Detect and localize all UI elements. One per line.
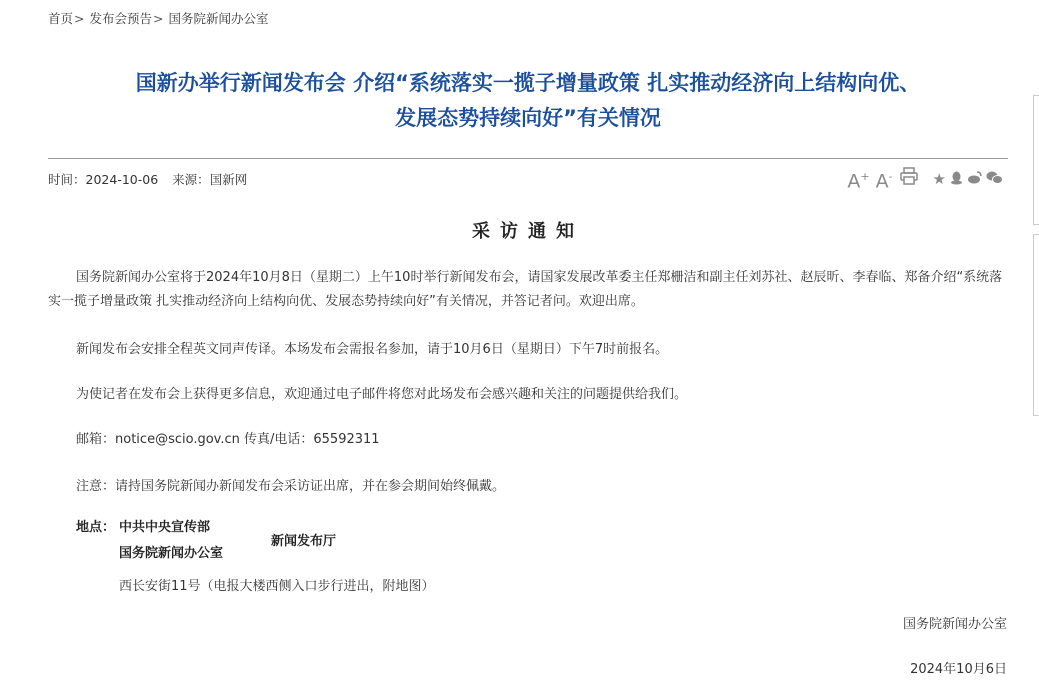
breadcrumb-section-link[interactable]: 发布会预告 [89, 11, 152, 26]
signature-org: 国务院新闻办公室 [902, 617, 1007, 632]
side-float-box-top[interactable] [1033, 95, 1039, 225]
notice-paragraph-3: 为使记者在发布会上获得更多信息，欢迎通过电子邮件将您对此场发布会感兴趣和关注的问题提供给我们。 [76, 387, 688, 402]
source-label: 来源： [172, 172, 210, 187]
article-title [48, 66, 1008, 136]
email-link[interactable]: notice@scio.gov.cn [115, 432, 240, 447]
article-tools [847, 165, 1003, 193]
fax-label: 传真/电话： [239, 432, 314, 447]
location-org-1: 中共中央宣传部 [119, 520, 211, 535]
contact-line [48, 428, 1008, 452]
email-label: 邮箱： [76, 432, 116, 447]
article-title-line1: 国新办举行新闻发布会 介绍“系统落实一揽子增量政策 扎实推动经济向上结构向优、 [135, 71, 921, 95]
phone-value: 65592311 [313, 432, 380, 447]
wechat-icon[interactable] [986, 170, 1003, 189]
share-icons [933, 170, 1003, 189]
notice-paragraph-5: 注意：请持国务院新闻办新闻发布会采访证出席，并在参会期间始终佩戴。 [76, 479, 506, 494]
time-label: 时间： [48, 172, 86, 187]
print-icon-svg [899, 166, 919, 186]
article-meta [48, 170, 247, 188]
font-increase-icon[interactable]: A+ [847, 170, 870, 193]
location-address: 西长安街11号（电报大楼西侧入口步行进出，附地图） [119, 579, 435, 594]
title-divider [48, 158, 1008, 159]
notice-heading: 采访通知 [472, 221, 584, 242]
notice-paragraph-2: 新闻发布会安排全程英文同声传译。本场发布会需报名参加，请于10月6日（星期日）下午7时前报名。 [76, 342, 669, 357]
breadcrumb-home-link[interactable]: 首页 [48, 11, 74, 26]
location-hall: 新闻发布厅 [271, 534, 337, 549]
breadcrumb-separator: > [153, 11, 164, 26]
qq-icon[interactable] [949, 170, 964, 189]
breadcrumb-separator: > [74, 11, 85, 26]
font-decrease-icon[interactable]: A- [875, 170, 893, 193]
side-float-box-bottom[interactable] [1033, 234, 1039, 416]
signature-date: 2024年10月6日 [910, 662, 1007, 677]
article-title-line2: 发展态势持续向好”有关情况 [395, 106, 661, 130]
location-label: 地点： [76, 520, 116, 535]
breadcrumb [48, 9, 268, 27]
time-value: 2024-10-06 [85, 172, 159, 187]
print-icon[interactable] [899, 166, 919, 192]
source-value: 国新网 [209, 172, 248, 187]
star-icon[interactable]: ★ [932, 169, 946, 188]
weibo-icon[interactable] [967, 170, 983, 189]
breadcrumb-current-link[interactable]: 国务院新闻办公室 [168, 11, 269, 26]
location-org-2: 国务院新闻办公室 [119, 546, 224, 561]
notice-paragraph-1: 国务院新闻办公室将于2024年10月8日（星期二）上午10时举行新闻发布会，请国家发展改革委主任郑栅洁和副主任刘苏社、赵辰昕、李春临、郑备介绍“系统落实一揽子增量政策 扎实推动经济向上结构向优、发展态势持续向好”有关情况，并答记者问。欢迎出席。 [48, 270, 1003, 309]
